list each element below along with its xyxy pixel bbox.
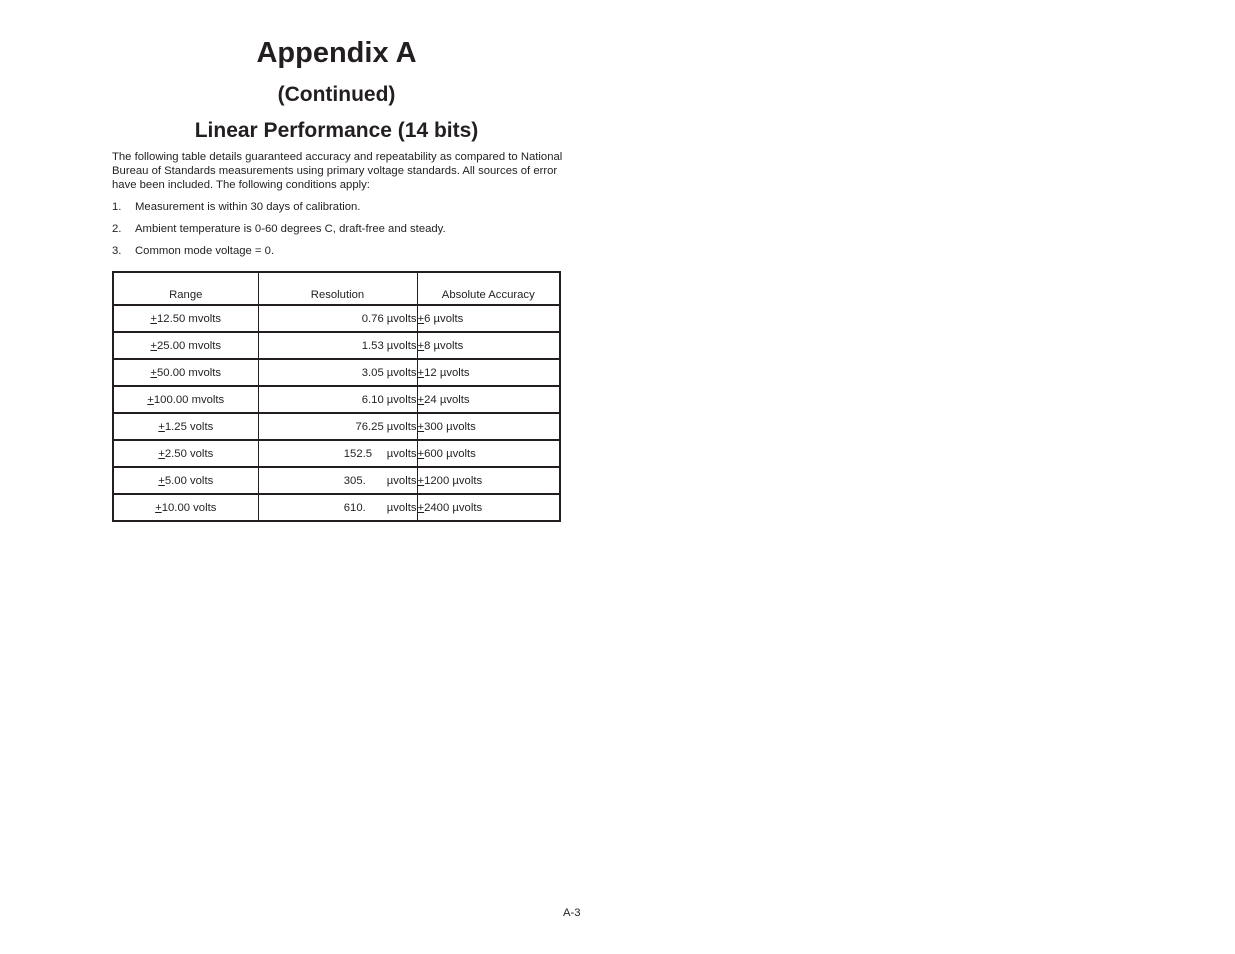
plus-minus-sign: + — [417, 366, 425, 379]
accuracy-column-header: Absolute Accuracy — [417, 272, 560, 305]
accuracy-value: 2400 µvolts — [424, 501, 483, 514]
table-row — [113, 359, 560, 386]
range-value: 25.00 mvolts — [157, 339, 222, 352]
range-cell — [113, 440, 258, 467]
condition-number: 3. — [112, 245, 122, 257]
resolution-unit: µvolts — [386, 420, 417, 433]
range-cell — [113, 413, 258, 440]
resolution-cell — [258, 494, 417, 521]
table-body — [113, 305, 560, 521]
resolution-unit: µvolts — [386, 474, 417, 487]
plus-minus-sign: + — [417, 447, 425, 460]
resolution-cell — [258, 305, 417, 332]
plus-minus-sign: + — [150, 312, 158, 325]
plus-minus-sign: + — [417, 339, 425, 352]
resolution-unit: µvolts — [386, 366, 417, 379]
plus-minus-sign: + — [147, 393, 154, 406]
range-value: 5.00 volts — [164, 474, 214, 487]
resolution-value: 305. — [343, 474, 366, 487]
resolution-value: 76.25 — [355, 420, 384, 433]
range-cell — [113, 467, 258, 494]
intro-paragraph: The following table details guaranteed accuracy and repeatability as compared to National Bureau of Standards measurements using primary voltage standards. All sources of error have been included. The following conditions apply: — [112, 151, 563, 191]
resolution-cell — [258, 440, 417, 467]
resolution-cell — [258, 332, 417, 359]
accuracy-value: 24 µvolts — [424, 393, 470, 406]
accuracy-value: 6 µvolts — [424, 312, 464, 325]
resolution-value: 6.10 — [361, 393, 384, 406]
range-cell — [113, 305, 258, 332]
resolution-cell — [258, 413, 417, 440]
plus-minus-sign: + — [417, 312, 425, 325]
accuracy-cell — [417, 386, 560, 413]
accuracy-value: 8 µvolts — [424, 339, 464, 352]
resolution-value: 610. — [343, 501, 366, 514]
accuracy-cell — [417, 305, 560, 332]
plus-minus-sign: + — [158, 447, 165, 460]
range-value: 1.25 volts — [164, 420, 214, 433]
linear-performance-table — [112, 271, 561, 522]
conditions-list — [112, 200, 567, 266]
range-value: 12.50 mvolts — [157, 312, 222, 325]
page-title: Appendix A — [256, 37, 417, 69]
resolution-column-header: Resolution — [258, 272, 417, 305]
condition-item — [112, 222, 567, 244]
range-value: 100.00 mvolts — [153, 393, 225, 406]
accuracy-value: 600 µvolts — [424, 447, 476, 460]
range-value: 2.50 volts — [164, 447, 214, 460]
accuracy-value: 300 µvolts — [424, 420, 476, 433]
resolution-unit: µvolts — [386, 447, 417, 460]
accuracy-cell — [417, 494, 560, 521]
table-row — [113, 467, 560, 494]
resolution-value: 1.53 — [361, 339, 384, 352]
range-value: 50.00 mvolts — [157, 366, 222, 379]
section-title: Linear Performance (14 bits) — [194, 119, 479, 142]
resolution-unit: µvolts — [386, 393, 417, 406]
resolution-cell — [258, 467, 417, 494]
condition-text: Ambient temperature is 0-60 degrees C, draft-free and steady. — [135, 223, 446, 235]
resolution-unit: µvolts — [386, 339, 417, 352]
accuracy-cell — [417, 413, 560, 440]
plus-minus-sign: + — [150, 339, 158, 352]
accuracy-cell — [417, 359, 560, 386]
resolution-unit: µvolts — [386, 501, 417, 514]
accuracy-value: 1200 µvolts — [424, 474, 483, 487]
plus-minus-sign: + — [155, 501, 162, 514]
page-number: A-3 — [563, 907, 581, 919]
condition-text: Common mode voltage = 0. — [135, 245, 275, 257]
condition-number: 1. — [112, 201, 122, 213]
condition-item — [112, 244, 567, 266]
condition-text: Measurement is within 30 days of calibration. — [135, 201, 361, 213]
plus-minus-sign: + — [158, 420, 165, 433]
range-value: 10.00 volts — [161, 501, 217, 514]
range-cell — [113, 494, 258, 521]
plus-minus-sign: + — [417, 501, 425, 514]
table-header-row — [113, 272, 560, 305]
table-row — [113, 413, 560, 440]
resolution-value: 0.76 — [361, 312, 384, 325]
plus-minus-sign: + — [417, 420, 425, 433]
plus-minus-sign: + — [417, 474, 425, 487]
range-cell — [113, 386, 258, 413]
resolution-unit: µvolts — [386, 312, 417, 325]
accuracy-cell — [417, 467, 560, 494]
resolution-cell — [258, 359, 417, 386]
plus-minus-sign: + — [158, 474, 165, 487]
table-row — [113, 494, 560, 521]
range-column-header: Range — [113, 272, 258, 305]
resolution-value: 152.5 — [343, 447, 373, 460]
table-row — [113, 332, 560, 359]
range-cell — [113, 359, 258, 386]
accuracy-cell — [417, 332, 560, 359]
resolution-value: 3.05 — [361, 366, 384, 379]
resolution-cell — [258, 386, 417, 413]
accuracy-cell — [417, 440, 560, 467]
page-subtitle: (Continued) — [277, 83, 396, 106]
condition-item — [112, 200, 567, 222]
plus-minus-sign: + — [417, 393, 425, 406]
condition-number: 2. — [112, 223, 122, 235]
table-row — [113, 386, 560, 413]
plus-minus-sign: + — [150, 366, 158, 379]
range-cell — [113, 332, 258, 359]
table-row — [113, 440, 560, 467]
accuracy-value: 12 µvolts — [424, 366, 470, 379]
table-row — [113, 305, 560, 332]
